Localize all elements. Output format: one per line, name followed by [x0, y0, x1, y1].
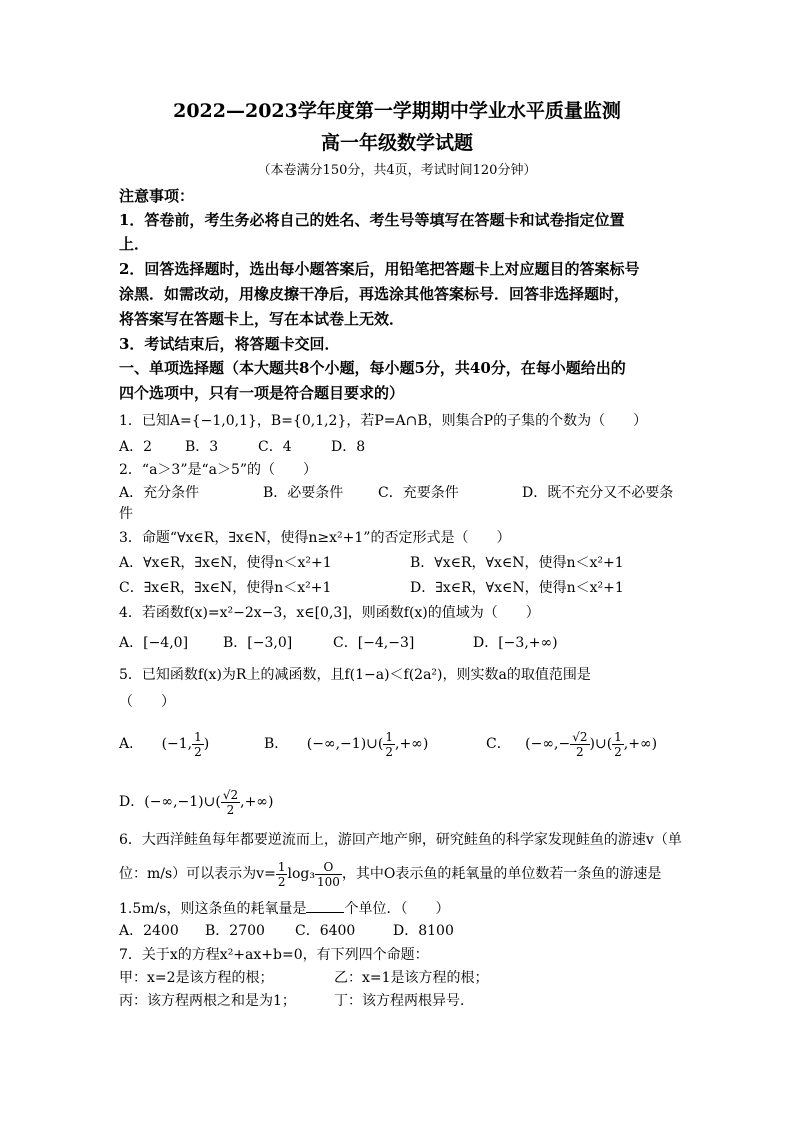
q5-option-d-left: (−∞,−1)∪( [144, 794, 221, 810]
q7-statement-ding: 丁：该方程两根异号． [334, 993, 474, 1009]
q5-option-c-close: ,+∞) [623, 736, 658, 752]
fraction-denominator: 2 [614, 744, 622, 759]
q4-option-b: B．[−3,0] [223, 635, 293, 651]
q1-stem: 1．已知A={−1,0,1}，B={0,1,2}，若P=A∩B，则集合P的子集的个数为（ ） [119, 413, 648, 429]
section-1-line-2: 四个选项中，只有一项是符合题目要求的） [119, 384, 405, 402]
q6-line-2 [119, 858, 661, 890]
fraction-numerator: 1 [385, 729, 393, 744]
q5-option-b-label: B． [264, 736, 289, 752]
exam-subtitle: 高一年级数学试题 [320, 132, 473, 154]
q1-option-c: C．4 [258, 439, 292, 455]
note-2-line-1: 2．回答选择题时，选出每小题答案后，用铅笔把答题卡上对应题目的答案标号 [119, 260, 640, 278]
q5-option-c-left: (−∞,− [525, 736, 571, 752]
fraction-numerator: √2 [572, 729, 588, 744]
fraction-numerator: √2 [222, 787, 239, 802]
q2-option-a: A．充分条件 [119, 485, 200, 501]
q5-option-c-fraction-half [612, 730, 624, 759]
q5-option-d-fraction-sqrt [221, 788, 240, 817]
q3-option-d: D．∃x∈R，∀x∈N，使得n＜x²+1 [410, 580, 624, 596]
q4-option-d: D．[−3,+∞) [473, 635, 558, 651]
q5-option-c-fraction-sqrt [570, 730, 589, 759]
q5-option-d-close: ,+∞) [240, 794, 274, 810]
q3-stem: 3．命题“∀x∈R，∃x∈N，使得n≥x²+1”的否定形式是（ ） [119, 530, 511, 546]
q5-option-a-left: (−1, [161, 736, 193, 752]
fraction-denominator: 2 [277, 874, 286, 889]
q6-line-1: 6．大西洋鲑鱼每年都要逆流而上，游回产地产卵，研究鲑鱼的科学家发现鲑鱼的游速v（单 [119, 832, 682, 848]
note-1-line-1: 1．答卷前，考生务必将自己的姓名、考生号等填写在答题卡和试卷指定位置 [119, 211, 625, 229]
q3-option-a: A．∀x∈R，∃x∈N，使得n＜x²+1 [119, 555, 332, 571]
fraction-denominator: 2 [226, 802, 235, 817]
fraction-numerator: 1 [614, 729, 622, 744]
fraction-denominator: 2 [194, 744, 202, 759]
q7-statement-bing: 丙：该方程两根之和是为1； [119, 993, 296, 1009]
q5-option-b [264, 728, 428, 760]
q6-option-d: D．8100 [393, 923, 454, 939]
note-1-line-2: 上． [119, 235, 150, 253]
q4-option-c: C．[−4,−3] [333, 635, 415, 651]
note-2-line-2: 涂黑．如需改动，用橡皮擦干净后，再选涂其他答案标号．回答非选择题时， [119, 285, 630, 303]
q2-stem: 2．“a＞3”是“a＞5”的（ ） [119, 462, 318, 478]
q5-option-a-label: A． [119, 736, 144, 752]
q5-option-d [119, 786, 273, 818]
q5-option-a-fraction [192, 730, 204, 759]
section-1-line-1: 一、单项选择题（本大题共8个小题，每小题5分，共40分，在每小题给出的 [119, 359, 626, 377]
fraction-numerator: 1 [194, 729, 202, 744]
fraction-denominator: 2 [576, 744, 584, 759]
q5-option-a-close: ) [203, 736, 210, 752]
exam-info: （本卷满分150分，共4页，考试时间120分钟） [257, 163, 537, 178]
q6-line-3-a: 1.5m/s，则这条鱼的耗氧量是 [119, 901, 307, 917]
note-3: 3．考试结束后，将答题卡交回． [119, 335, 340, 353]
q5-stem: 5．已知函数f(x)为R上的减函数，且f(1−a)＜f(2a²)，则实数a的取值范围是 [119, 667, 591, 683]
q4-option-a: A．[−4,0] [119, 635, 189, 651]
q3-option-c: C．∃x∈R，∃x∈N，使得n＜x²+1 [119, 580, 332, 596]
q5-option-c-label: C． [486, 736, 511, 752]
notes-heading: 注意事项： [119, 187, 195, 205]
fraction-numerator: O [315, 860, 342, 875]
q5-option-c-union: )∪( [589, 736, 613, 752]
q6-line-2-a: 位：m/s）可以表示为v= [119, 866, 276, 882]
q3-option-b: B．∀x∈R，∀x∈N，使得n＜x²+1 [410, 555, 624, 571]
q4-stem: 4．若函数f(x)=x²−2x−3，x∈[0,3]，则函数f(x)的值域为（ ） [119, 605, 540, 621]
exam-title: 2022—2023学年度第一学期期中学业水平质量监测 [173, 100, 621, 122]
q2-option-c: C．充要条件 [378, 485, 459, 501]
q6-option-a: A．2400 [119, 923, 179, 939]
answer-blank [306, 900, 344, 913]
q7-stem: 7．关于x的方程x²+ax+b=0，有下列四个命题： [119, 947, 429, 963]
q6-log: log₃ [287, 866, 315, 882]
fraction-numerator: 1 [277, 859, 286, 874]
q2-option-d-wrap: 件 [119, 506, 133, 522]
q5-paren: （ ） [119, 694, 175, 710]
q2-option-b: B．必要条件 [263, 485, 344, 501]
q7-statement-jia: 甲：x=2是该方程的根； [119, 970, 274, 986]
fraction-denominator: 2 [385, 744, 393, 759]
q5-option-d-label: D． [119, 794, 145, 810]
q1-option-a: A．2 [119, 439, 153, 455]
q5-option-a [119, 728, 209, 760]
q5-option-b-left: (−∞,−1)∪( [306, 736, 384, 752]
q7-statement-yi: 乙：x=1是该方程的根； [334, 970, 489, 986]
q1-option-b: B．3 [185, 439, 219, 455]
q6-option-b: B．2700 [205, 923, 265, 939]
q2-option-d: D．既不充分又不必要条 [522, 485, 674, 501]
fraction-denominator: 100 [316, 874, 340, 889]
q6-line-3-b: 个单位．（ ） [344, 901, 450, 917]
q6-coef-fraction [276, 860, 288, 889]
q5-option-c [486, 728, 657, 760]
q1-option-d: D．8 [331, 439, 366, 455]
q6-o-fraction [315, 860, 342, 889]
note-2-line-3: 将答案写在答题卡上，写在本试卷上无效． [119, 310, 405, 328]
q5-option-b-close: ,+∞) [395, 736, 429, 752]
q6-option-c: C．6400 [295, 923, 356, 939]
q5-option-b-fraction [383, 730, 395, 759]
q6-line-3 [119, 899, 449, 919]
q6-line-2-b: ，其中O表示鱼的耗氧量的单位数若一条鱼的游速是 [341, 866, 662, 882]
